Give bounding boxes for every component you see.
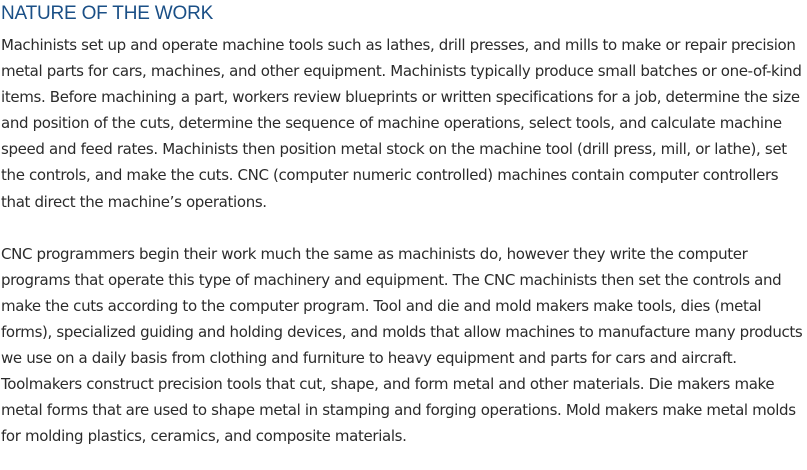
section-heading: NATURE OF THE WORK: [1, 3, 214, 24]
paragraph-machinists: Machinists set up and operate machine tools such as lathes, drill presses, and mills to make or repair precision metal parts for cars, machines, and other equipment. Machinists typically produce small batches or one-of-kind items. Before machining a part, workers review blueprints or written specifications for a job, determine the size and position of the cuts, determine the sequence of machine operations, select tools, and calculate machine speed and feed rates. Machinists then position metal stock on the machine tool (drill press, mill, or lathe), set the controls, and make the cuts. CNC (computer numeric controlled) machines contain computer controllers that direct the machine’s operations.: [1, 36, 802, 211]
paragraph-cnc-programmers: CNC programmers begin their work much the same as machinists do, however they write the computer programs that operate this type of machinery and equipment. The CNC machinists then set the controls and make the cuts according to the computer program. Tool and die and mold makers make tools, dies (metal forms), specialized guiding and holding devices, and molds that allow machines to manufacture many products we use on a daily basis from clothing and furniture to heavy equipment and parts for cars and aircraft. Toolmakers construct precision tools that cut, shape, and form metal and other materials. Die makers make metal forms that are used to shape metal in stamping and forging operations. Mold makers make metal molds for molding plastics, ceramics, and composite materials.: [1, 244, 803, 446]
